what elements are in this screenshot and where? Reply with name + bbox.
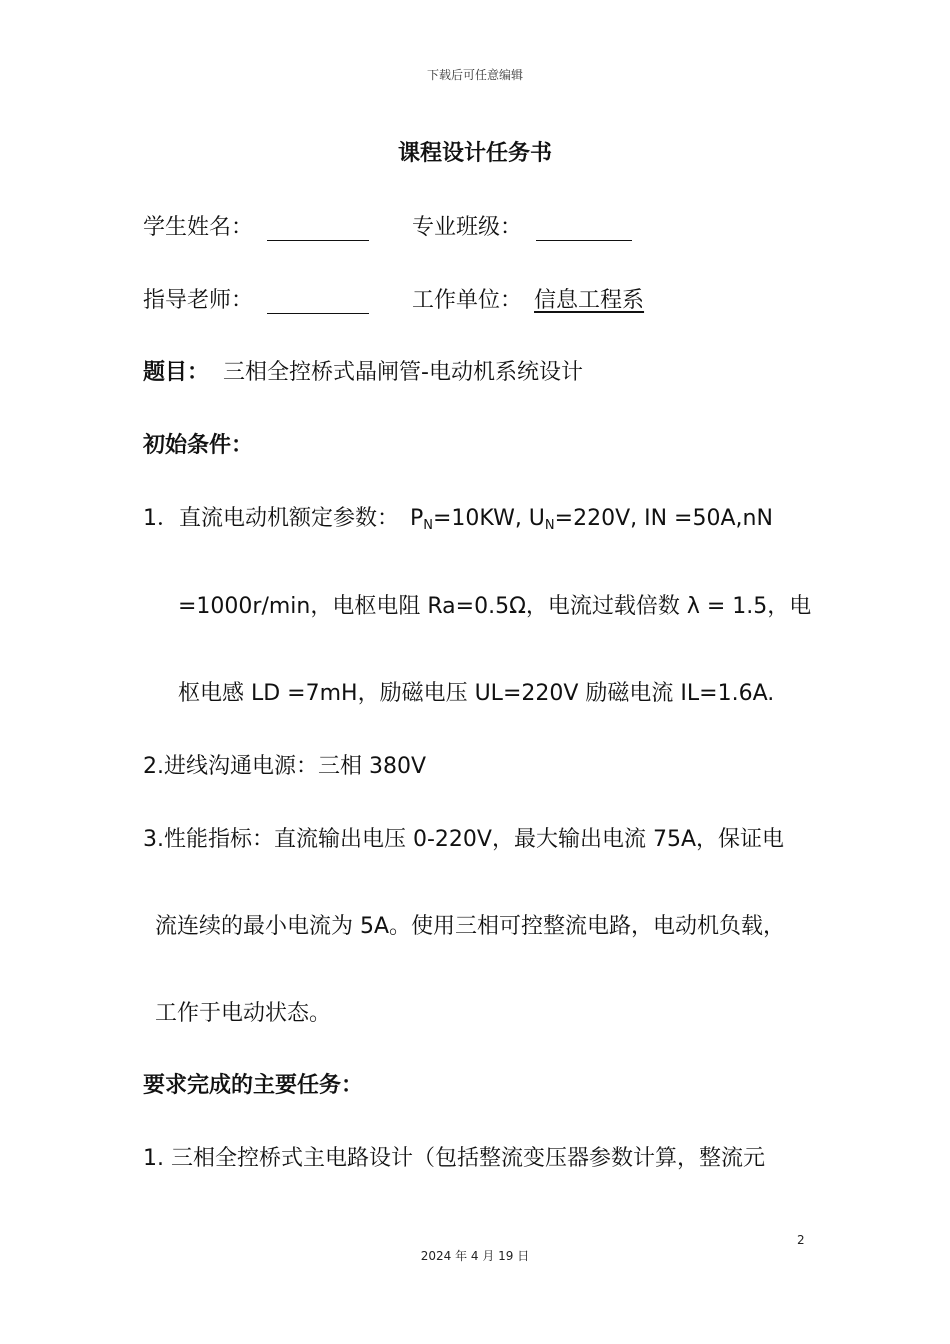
teacher-label: 指导老师：: [143, 288, 254, 313]
subscript-n: N: [423, 518, 433, 533]
condition-3-line-2: 流连续的最小电流为 5A。使用三相可控整流电路，电动机负载，: [155, 914, 786, 939]
condition-1-line-3: 枢电感 LD =7mH，励磁电压 UL=220V 励磁电流 IL=1.6A.: [178, 681, 775, 706]
student-name-blank: [267, 218, 369, 241]
topic-label: 题目：: [143, 360, 210, 385]
condition-1-suffix: =220V, IN =50A,nN: [554, 506, 773, 531]
main-tasks-heading: 要求完成的主要任务：: [143, 1073, 364, 1098]
student-major-row: [143, 210, 632, 241]
work-unit-label: 工作单位：: [412, 288, 523, 313]
student-name-label: 学生姓名：: [143, 215, 254, 240]
page-header: 下载后可任意编辑: [426, 68, 523, 82]
condition-3-line-1: 3.性能指标：直流输出电压 0-220V，最大输出电流 75A，保证电: [143, 827, 784, 852]
condition-2: 2.进线沟通电源：三相 380V: [143, 754, 427, 779]
major-class-blank: [536, 218, 632, 241]
task-1-line-1: 1. 三相全控桥式主电路设计（包括整流变压器参数计算，整流元: [143, 1146, 765, 1171]
condition-3-line-3: 工作于电动状态。: [155, 1001, 332, 1026]
condition-1-line-1: [143, 501, 773, 533]
topic-value: 三相全控桥式晶闸管-电动机系统设计: [223, 360, 583, 385]
condition-1-line-2: =1000r/min，电枢电阻 Ra=0.5Ω，电流过载倍数 λ = 1.5，电: [178, 594, 812, 619]
topic-row: [143, 355, 583, 386]
work-unit-value: 信息工程系: [534, 288, 645, 313]
subscript-n: N: [544, 518, 555, 533]
page-number: 2: [797, 1233, 805, 1247]
document-title: 课程设计任务书: [397, 141, 552, 166]
major-class-label: 专业班级：: [412, 215, 523, 240]
teacher-unit-row: [143, 283, 648, 314]
page-footer-date: 2024 年 4 月 19 日: [420, 1249, 530, 1263]
teacher-blank: [267, 291, 369, 314]
condition-1-prefix: 1．直流电动机额定参数： P: [143, 506, 424, 531]
initial-conditions-heading: 初始条件：: [143, 433, 254, 458]
condition-1-mid: =10KW, U: [433, 506, 545, 531]
